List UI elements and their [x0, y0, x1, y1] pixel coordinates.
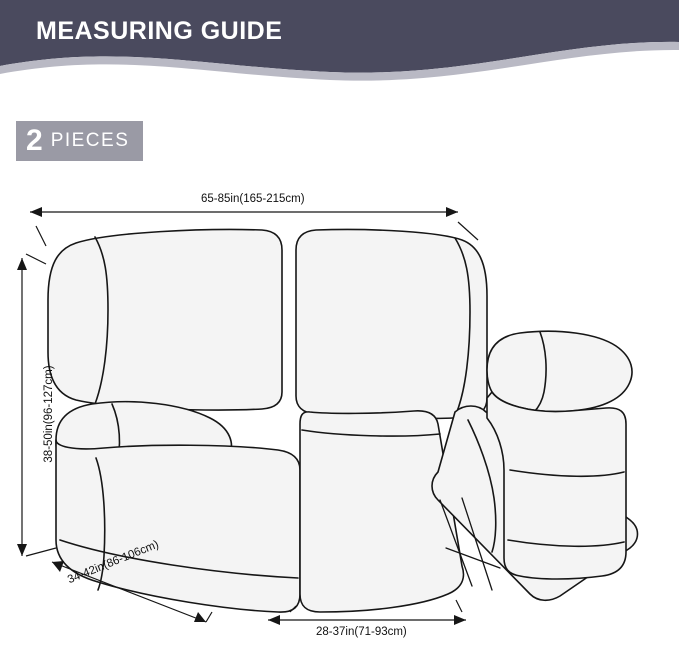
dimension-label-depth-left: 34-42in(86-106cm) — [66, 538, 161, 587]
depth-bottom-arrow-head-left — [268, 615, 280, 625]
height-arrow-head-bottom — [17, 544, 27, 556]
width-extension-left — [36, 226, 46, 246]
depth-bottom-extension-right — [456, 600, 462, 612]
depth-bottom-arrow-head-right — [454, 615, 466, 625]
depth-left-extension — [206, 612, 212, 622]
center-seat — [300, 411, 463, 612]
right-armrest — [487, 331, 632, 411]
width-arrow-head-left — [30, 207, 42, 217]
height-extension-top — [26, 254, 46, 264]
right-backrest — [296, 229, 487, 418]
left-backrest — [48, 230, 282, 410]
left-seat-base — [56, 440, 300, 612]
height-arrow-head-top — [17, 258, 27, 270]
dimension-label-depth-bottom: 28-37in(71-93cm) — [316, 626, 407, 638]
right-seat-base — [487, 392, 626, 579]
pieces-count: 2 — [26, 124, 43, 157]
width-arrow-head-right — [446, 207, 458, 217]
width-extension-right — [458, 222, 478, 240]
pieces-label: PIECES — [50, 130, 130, 151]
dimension-label-width: 65-85in(165-215cm) — [201, 193, 305, 205]
page-title: MEASURING GUIDE — [36, 17, 283, 45]
depth-left-arrow-head-end — [194, 612, 206, 622]
height-extension-bottom — [26, 548, 56, 556]
dimension-label-height: 38-50in(96-127cm) — [43, 365, 55, 463]
